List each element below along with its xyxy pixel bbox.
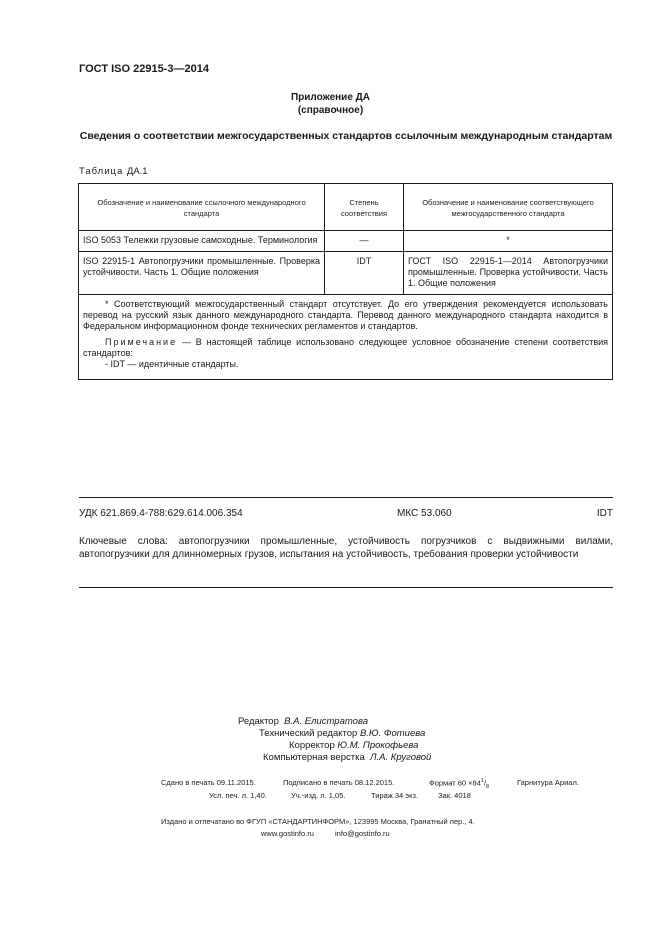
format-numerator: 1 [480,778,484,784]
table-caption [79,166,148,177]
cell-degree: — [325,231,404,252]
document-code: ГОСТ ISO 22915-3—2014 [79,63,209,75]
credit-role: Компьютерная верстка [263,752,365,763]
print-sheets: Усл. печ. л. 1,40. [209,791,267,800]
cell-interstate-standard: ГОСТ ISO 22915-1—2014 Автопогрузчики промышленные. Проверка устойчивости. Часть 1. Общие положения [404,252,613,295]
header-interstate-standard: Обозначение и наименование соответствующего межгосударственного стандарта [404,184,613,231]
divider-top [79,497,613,498]
publisher-address: Издано и отпечатано во ФГУП «СТАНДАРТИНФОРМ», 123995 Москва, Гранатный пер., 4. [161,817,475,826]
credit-name: В.Ю. Фотиева [359,728,426,739]
credit-role: Редактор [237,716,279,727]
appendix-heading [0,91,661,117]
note-item: - IDT — идентичные стандарты. [105,359,239,369]
header-degree: Степень соответствия [325,184,404,231]
table-row [79,231,613,252]
publisher-email[interactable]: info@gostinfo.ru [335,829,390,838]
print-typeface: Гарнитура Ариал. [517,778,579,787]
degree-code: IDT [596,508,613,519]
credit-name: Ю.М. Прокофьева [337,740,419,751]
print-order: Зак. 4018 [438,791,471,800]
print-submitted: Сдано в печать 09.11.2015. [161,778,256,787]
divider-bottom [79,587,613,588]
note-text: — В настоящей таблице использовано следующее условное обозначение степени соответствия стандартов: [83,337,608,358]
footnote-text: * Соответствующий межгосударственный стандарт отсутствует. До его утверждения рекомендуется использовать перевод на русский язык данного международного стандарта. Перевод данного международного стандарта находится в Федеральном информационном фонде технических регламентов и стандартов. [83,299,608,331]
table-footnote-row [79,295,613,380]
correspondence-table [78,183,613,380]
publisher-sheets: Уч.-изд. л. 1,05. [291,791,346,800]
format-denominator: 8 [486,784,490,790]
table-header-row [79,184,613,231]
appendix-subtitle: (справочное) [297,105,364,116]
credit-role: Технический редактор [259,728,358,739]
table-row [79,252,613,295]
credit-layout [263,752,431,764]
note-label: Примечание [105,337,178,347]
appendix-title: Приложение ДА [290,92,371,103]
credit-tech-editor [259,728,425,740]
keywords: Ключевые слова: автопогрузчики промышленные, устойчивость погрузчиков с выдвижными вилами, автопогрузчики для длинномерных грузов, испытания на устойчивость, требования проверки устойчивости [79,536,613,560]
print-run: Тираж 34 экз. [371,791,419,800]
udc-code: УДК 621.869.4-788:629.614.006.354 [79,508,243,519]
cell-degree: IDT [325,252,404,295]
cell-reference-standard: ISO 5053 Тележки грузовые самоходные. Терминология [79,231,325,252]
credit-editor [238,716,368,728]
print-signed: Подписано в печать 08.12.2015. [283,778,395,787]
credit-name: В.А. Елистратова [284,716,368,727]
print-format: Формат $60 \times 84^1/_8$ [429,778,490,790]
publisher-website[interactable]: www.gostinfo.ru [261,829,314,838]
section-title: Сведения о соответствии межгосударственных стандартов ссылочным международным стандартам [79,130,613,142]
mks-code: МКС 53.060 [397,508,452,519]
table-note [83,337,608,359]
format-label: Формат 60 ×84 [429,778,481,788]
cell-interstate-standard: * [404,231,613,252]
table-caption-number: ДА.1 [126,166,148,177]
credit-proofreader [289,740,418,752]
table-caption-word: Таблица [79,166,124,177]
cell-reference-standard: ISO 22915-1 Автопогрузчики промышленные. Проверка устойчивости. Часть 1. Общие положения [79,252,325,295]
table-footnote [79,295,613,380]
credit-role: Корректор [289,740,335,751]
credit-name: Л.А. Круговой [370,752,432,763]
header-reference-standard: Обозначение и наименование ссылочного международного стандарта [79,184,325,231]
